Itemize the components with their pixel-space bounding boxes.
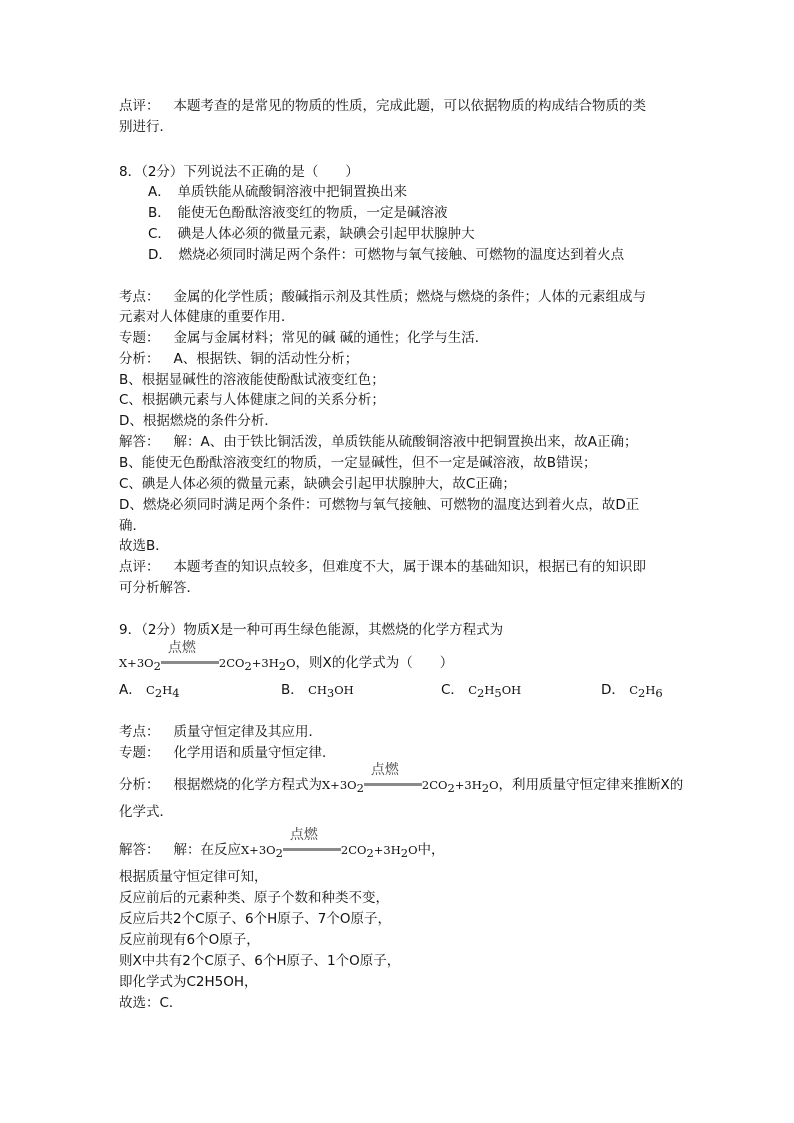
review-line-1: 点评： 本题考查的是常见的物质的性质，完成此题，可以依据物质的构成结合物质的类 — [119, 98, 646, 114]
q8-dianping: 点评： 本题考查的知识点较多，但难度不大，属于课本的基础知识，根据已有的知识即 — [119, 559, 646, 575]
q8-kaodian-2: 元素对人体健康的重要作用． — [119, 309, 295, 325]
q9-equation: $X+3O_2$ 点燃 $2CO_2+3H_2O$，则X的化学式为（ ） — [119, 640, 454, 673]
q9-option-b: B． $CH_3OH$ — [281, 682, 354, 700]
q8-jieda-d: D、燃烧必须同时满足两个条件：可燃物与氧气接触、可燃物的温度达到着火点，故D正 — [119, 497, 640, 513]
q8-fenxi-d: D、根据燃烧的条件分析． — [119, 413, 278, 429]
q9-jieda-label: 解答： — [119, 842, 160, 858]
q9-option-c: C． $C_2H_5OH$ — [441, 682, 522, 700]
q8-fenxi-c: C、根据碘元素与人体健康之间的关系分析； — [119, 392, 385, 408]
q9-jieda-1: 根据质量守恒定律可知， — [119, 869, 268, 885]
q8-jieda-b: B、能使无色酚酞溶液变红的物质，一定显碱性，但不一定是碱溶液，故B错误； — [119, 455, 597, 471]
q9-stem: 9．（2分）物质X是一种可再生绿色能源，其燃烧的化学方程式为 — [119, 622, 504, 638]
q8-option-c: C． 碘是人体必须的微量元素，缺碘会引起甲状腺肿大 — [148, 226, 475, 242]
q9-zhuanti: 专题： 化学用语和质量守恒定律． — [119, 745, 336, 761]
q8-option-d: D． 燃烧必须同时满足两个条件：可燃物与氧气接触、可燃物的温度达到着火点 — [148, 247, 625, 263]
q9-option-d: D． $C_2H_6$ — [601, 682, 663, 700]
q8-kaodian-label: 考点： — [119, 289, 160, 305]
q9-answer: 故选：C． — [119, 995, 183, 1011]
q8-option-b: B． 能使无色酚酞溶液变红的物质，一定是碱溶液 — [148, 205, 448, 221]
q9-option-a: A． $C_2H_4$ — [119, 682, 180, 700]
q9-jieda: 解答： 解：在反应$X+3O_2$ 点燃 $2CO_2+3H_2O$中， — [119, 827, 445, 860]
q9-fenxi-2: 化学式． — [119, 804, 173, 820]
q8-dianping-label: 点评： — [119, 559, 160, 575]
q8-jieda-label: 解答： — [119, 434, 160, 450]
q8-dianping-2: 可分析解答． — [119, 580, 200, 596]
q9-fenxi: 分析： 根据燃烧的化学方程式为$X+3O_2$ 点燃 $2CO_2+3H_2O$，利用质量守恒定律来推断X的 — [119, 762, 684, 795]
q8-kaodian: 考点： 金属的化学性质；酸碱指示剂及其性质；燃烧与燃烧的条件；人体的元素组成与 — [119, 289, 646, 305]
q8-zhuanti: 专题： 金属与金属材料；常见的碱 碱的通性；化学与生活． — [119, 330, 489, 346]
q8-jieda-d-cont: 确． — [119, 518, 146, 534]
review-label: 点评： — [119, 98, 160, 114]
review-line-2: 别进行． — [119, 119, 173, 135]
q9-kaodian-label: 考点： — [119, 724, 160, 740]
q8-stem: 8．（2分）下列说法不正确的是（ ） — [119, 164, 359, 180]
q8-fenxi-b: B、根据显碱性的溶液能使酚酞试液变红色； — [119, 372, 385, 388]
q9-fenxi-label: 分析： — [119, 777, 160, 793]
q9-kaodian: 考点： 质量守恒定律及其应用． — [119, 724, 322, 740]
q9-jieda-5: 则X中共有2个C原子、6个H原子、1个O原子， — [119, 953, 401, 969]
q9-zhuanti-label: 专题： — [119, 745, 160, 761]
q8-option-a: A． 单质铁能从硫酸铜溶液中把铜置换出来 — [148, 184, 407, 200]
reaction-arrow: 点燃 — [364, 772, 422, 792]
q9-jieda-4: 反应前现有6个O原子， — [119, 932, 260, 948]
q8-answer: 故选B． — [119, 538, 169, 554]
q8-jieda: 解答： 解：A、由于铁比铜活泼，单质铁能从硫酸铜溶液中把铜置换出来，故A正确； — [119, 434, 638, 450]
reaction-arrow: 点燃 — [283, 837, 341, 857]
q8-zhuanti-label: 专题： — [119, 330, 160, 346]
q8-fenxi-label: 分析： — [119, 351, 160, 367]
q8-jieda-c: C、碘是人体必须的微量元素，缺碘会引起甲状腺肿大，故C正确； — [119, 476, 516, 492]
q9-jieda-2: 反应前后的元素种类、原子个数和种类不变， — [119, 890, 389, 906]
q8-fenxi: 分析： A、根据铁、铜的活动性分析； — [119, 351, 359, 367]
q9-jieda-6: 即化学式为C2H5OH， — [119, 974, 258, 990]
q9-jieda-3: 反应后共2个C原子、6个H原子、7个O原子， — [119, 911, 391, 927]
reaction-arrow: 点燃 — [161, 650, 219, 670]
